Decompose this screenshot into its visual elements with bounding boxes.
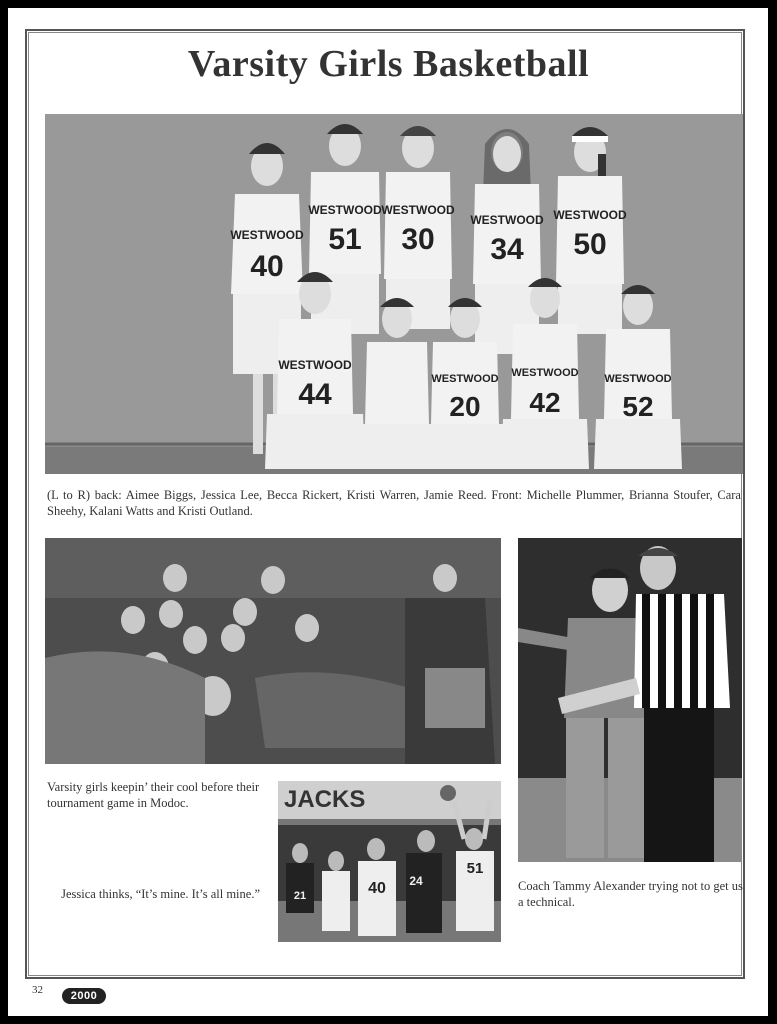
action-image xyxy=(278,781,501,942)
player-number: 40 xyxy=(368,880,386,897)
jersey-number: 42 xyxy=(529,387,561,418)
cool-photo-caption: Varsity girls keepin’ their cool before their tournament game in Modoc. xyxy=(47,780,260,810)
girls-group-image xyxy=(45,538,501,764)
coach-photo xyxy=(518,538,742,862)
jersey-number: 50 xyxy=(573,228,607,261)
jersey-number: 52 xyxy=(622,391,654,422)
jessica-photo-caption: Jessica thinks, “It’s mine. It’s all mine.” xyxy=(61,887,260,901)
jersey-text: WESTWOOD xyxy=(308,203,382,217)
girls-group-photo xyxy=(45,538,501,764)
jersey-number: 34 xyxy=(490,233,524,266)
jersey-text: WESTWOOD xyxy=(553,208,627,222)
jersey-number: 44 xyxy=(298,378,332,411)
jersey-text: WESTWOOD xyxy=(604,373,672,385)
jersey-number: 40 xyxy=(250,250,284,283)
team-photo xyxy=(45,114,743,474)
jersey-text: WESTWOOD xyxy=(381,203,455,217)
coach-photo-caption: Coach Tammy Alexander trying not to get us a technical. xyxy=(518,879,743,909)
action-photo xyxy=(278,781,501,942)
jersey-text: WESTWOOD xyxy=(431,373,499,385)
jersey-text: WESTWOOD xyxy=(230,228,304,242)
year-badge: 2000 xyxy=(62,988,106,1004)
coach-image xyxy=(518,538,742,862)
team-photo-image xyxy=(45,114,743,474)
team-photo-caption: (L to R) back: Aimee Biggs, Jessica Lee, Becca Rickert, Kristi Warren, Jamie Reed. Front: Michelle Plummer, Brianna Stoufer, Cara Sheehy, Kalani Watts and Kristi Outland. xyxy=(47,488,741,518)
player-number: 24 xyxy=(409,874,423,888)
page-title: Varsity Girls Basketball xyxy=(187,43,590,85)
jersey-number: 30 xyxy=(401,223,435,256)
jersey-text: WESTWOOD xyxy=(278,358,352,372)
jersey-number: 20 xyxy=(449,391,481,422)
player-number: 51 xyxy=(466,860,484,877)
jersey-text: WESTWOOD xyxy=(470,213,544,227)
player-number: 21 xyxy=(293,890,307,902)
jersey-text: WESTWOOD xyxy=(511,367,579,379)
gym-banner-text: JACKS xyxy=(284,786,366,813)
jersey-number: 51 xyxy=(328,223,362,256)
page-number: 32 xyxy=(32,984,43,996)
